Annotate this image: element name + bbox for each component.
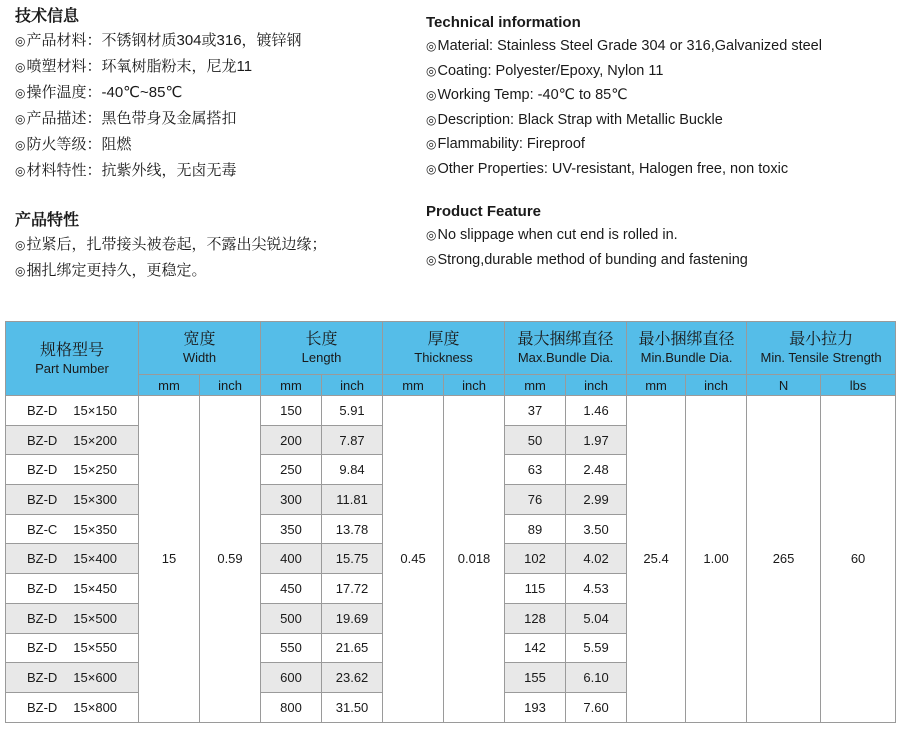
length-inch-cell: 7.87 xyxy=(322,425,383,455)
chinese-info-column xyxy=(15,6,410,284)
part-size: 15×300 xyxy=(73,491,118,507)
thickness-mm-cell: 0.45 xyxy=(383,396,444,723)
max-bundle-inch-cell: 4.53 xyxy=(566,574,627,604)
part-code: BZ-D xyxy=(26,402,58,418)
part-number-cell xyxy=(6,396,139,426)
header-min-bundle: 最小捆绑直径 Min.Bundle Dia. xyxy=(627,322,747,375)
max-bundle-mm-cell: 128 xyxy=(505,603,566,633)
unit-max-inch: inch xyxy=(566,375,627,396)
list-item-text: 材料特性：抗紫外线，无卤无毒 xyxy=(26,162,237,179)
table-unit-row xyxy=(6,375,896,396)
length-mm-cell: 500 xyxy=(261,603,322,633)
bullet-icon: ◎ xyxy=(426,137,437,151)
bullet-icon: ◎ xyxy=(15,60,26,74)
product-feature-title-en: Product Feature xyxy=(426,203,542,220)
part-number-cell xyxy=(6,574,139,604)
part-size: 15×200 xyxy=(73,432,118,448)
unit-thickness-mm: mm xyxy=(383,375,444,396)
list-item xyxy=(15,80,410,106)
length-mm-cell: 800 xyxy=(261,692,322,722)
bullet-icon: ◎ xyxy=(426,112,437,127)
unit-min-inch: inch xyxy=(686,375,747,396)
bullet-icon: ◎ xyxy=(15,164,26,178)
list-item xyxy=(426,83,896,108)
list-item xyxy=(15,158,410,184)
length-mm-cell: 200 xyxy=(261,425,322,455)
header-width: 宽度 Width xyxy=(139,322,261,375)
list-item-text: 产品材料：不锈钢材质304或316，镀锌钢 xyxy=(26,32,302,49)
part-size: 15×250 xyxy=(73,462,118,478)
part-code: BZ-D xyxy=(26,670,58,686)
unit-tensile-n: N xyxy=(747,375,821,396)
part-code: BZ-D xyxy=(26,432,58,448)
bullet-icon: ◎ xyxy=(426,63,437,78)
unit-length-inch: inch xyxy=(322,375,383,396)
list-item-text: 操作温度：-40℃~85℃ xyxy=(26,84,183,101)
header-length: 长度 Length xyxy=(261,322,383,375)
bullet-icon: ◎ xyxy=(15,86,26,100)
technical-info-list-en xyxy=(426,34,896,181)
bullet-icon: ◎ xyxy=(426,39,437,53)
max-bundle-inch-cell: 6.10 xyxy=(566,663,627,693)
bullet-icon: ◎ xyxy=(15,138,26,152)
length-inch-cell: 21.65 xyxy=(322,633,383,663)
max-bundle-inch-cell: 2.48 xyxy=(566,455,627,485)
max-bundle-inch-cell: 3.50 xyxy=(566,514,627,544)
part-code: BZ-D xyxy=(26,491,58,507)
list-item-text: Flammability: Fireproof xyxy=(437,136,585,152)
list-item xyxy=(15,106,410,132)
unit-width-mm: mm xyxy=(139,375,200,396)
bullet-icon: ◎ xyxy=(426,252,437,267)
list-item xyxy=(426,34,896,59)
length-inch-cell: 11.81 xyxy=(322,485,383,515)
table-body xyxy=(6,396,896,723)
list-item xyxy=(426,132,896,157)
part-number-cell xyxy=(6,514,139,544)
part-code: BZ-D xyxy=(26,580,58,596)
list-item xyxy=(15,132,410,158)
thickness-inch-cell: 0.018 xyxy=(444,396,505,723)
part-number-cell xyxy=(6,633,139,663)
technical-info-title-cn: 技术信息 xyxy=(15,8,80,25)
length-inch-cell: 13.78 xyxy=(322,514,383,544)
technical-info-list-cn xyxy=(15,28,410,184)
min-bundle-mm-cell: 25.4 xyxy=(627,396,686,723)
length-inch-cell: 9.84 xyxy=(322,455,383,485)
part-size: 15×350 xyxy=(73,521,118,537)
max-bundle-mm-cell: 193 xyxy=(505,692,566,722)
part-code: BZ-D xyxy=(26,551,58,567)
table-header-row xyxy=(6,322,896,375)
length-inch-cell: 19.69 xyxy=(322,603,383,633)
max-bundle-inch-cell: 4.02 xyxy=(566,544,627,574)
technical-info-title-en: Technical information xyxy=(426,14,581,31)
list-item xyxy=(426,157,896,182)
list-item-text: 拉紧后，扎带接头被卷起，不露出尖锐边缘； xyxy=(26,236,327,253)
list-item xyxy=(15,232,410,258)
part-code: BZ-D xyxy=(26,462,58,478)
unit-tensile-lbs: lbs xyxy=(821,375,896,396)
list-item-text: Material: Stainless Steel Grade 304 or 316,Galvanized steel xyxy=(437,38,822,54)
product-feature-list-cn xyxy=(15,232,410,284)
part-size: 15×600 xyxy=(73,670,118,686)
max-bundle-mm-cell: 142 xyxy=(505,633,566,663)
list-item xyxy=(15,54,410,80)
max-bundle-inch-cell: 2.99 xyxy=(566,485,627,515)
list-item xyxy=(426,108,896,133)
max-bundle-mm-cell: 89 xyxy=(505,514,566,544)
product-feature-list-en xyxy=(426,223,896,272)
length-mm-cell: 550 xyxy=(261,633,322,663)
list-item xyxy=(426,248,896,273)
header-part-number: 规格型号 Part Number xyxy=(6,322,139,396)
max-bundle-mm-cell: 63 xyxy=(505,455,566,485)
max-bundle-inch-cell: 1.97 xyxy=(566,425,627,455)
max-bundle-inch-cell: 7.60 xyxy=(566,692,627,722)
list-item-text: No slippage when cut end is rolled in. xyxy=(437,227,678,243)
list-item-text: 产品描述：黑色带身及金属搭扣 xyxy=(26,110,237,127)
length-inch-cell: 31.50 xyxy=(322,692,383,722)
list-item-text: Description: Black Strap with Metallic Buckle xyxy=(437,111,723,128)
part-code: BZ-D xyxy=(26,640,58,656)
table-row xyxy=(6,396,896,426)
part-number-cell xyxy=(6,455,139,485)
part-code: BZ-D xyxy=(26,610,58,626)
length-mm-cell: 350 xyxy=(261,514,322,544)
max-bundle-inch-cell: 1.46 xyxy=(566,396,627,426)
length-inch-cell: 5.91 xyxy=(322,396,383,426)
part-code: BZ-D xyxy=(26,699,58,715)
part-number-cell xyxy=(6,692,139,722)
tensile-lbs-cell: 60 xyxy=(821,396,896,723)
bullet-icon: ◎ xyxy=(15,34,26,48)
bullet-icon: ◎ xyxy=(426,161,437,176)
length-mm-cell: 250 xyxy=(261,455,322,485)
list-item-text: Coating: Polyester/Epoxy, Nylon 11 xyxy=(437,62,664,79)
tensile-n-cell: 265 xyxy=(747,396,821,723)
list-item-text: Working Temp: -40℃ to 85℃ xyxy=(437,87,628,103)
part-size: 15×150 xyxy=(73,402,118,418)
length-mm-cell: 300 xyxy=(261,485,322,515)
list-item-text: 捆扎绑定更持久，更稳定。 xyxy=(26,262,207,279)
header-thickness: 厚度 Thickness xyxy=(383,322,505,375)
list-item-text: Strong,durable method of bunding and fastening xyxy=(437,251,748,268)
list-item xyxy=(426,59,896,84)
unit-min-mm: mm xyxy=(627,375,686,396)
max-bundle-inch-cell: 5.04 xyxy=(566,603,627,633)
length-mm-cell: 150 xyxy=(261,396,322,426)
part-size: 15×550 xyxy=(73,640,118,656)
bullet-icon: ◎ xyxy=(15,112,26,126)
bullet-icon: ◎ xyxy=(15,264,26,278)
part-number-cell xyxy=(6,485,139,515)
max-bundle-inch-cell: 5.59 xyxy=(566,633,627,663)
bullet-icon: ◎ xyxy=(426,88,437,102)
width-mm-cell: 15 xyxy=(139,396,200,723)
part-number-cell xyxy=(6,603,139,633)
part-number-cell xyxy=(6,544,139,574)
part-size: 15×500 xyxy=(73,610,118,626)
list-item-text: 防火等级：阻燃 xyxy=(26,136,132,153)
max-bundle-mm-cell: 102 xyxy=(505,544,566,574)
list-item xyxy=(15,28,410,54)
width-inch-cell: 0.59 xyxy=(200,396,261,723)
max-bundle-mm-cell: 155 xyxy=(505,663,566,693)
bullet-icon: ◎ xyxy=(15,238,26,252)
list-item-text: Other Properties: UV-resistant, Halogen free, non toxic xyxy=(437,160,789,177)
part-size: 15×800 xyxy=(73,699,118,715)
max-bundle-mm-cell: 115 xyxy=(505,574,566,604)
unit-thickness-inch: inch xyxy=(444,375,505,396)
part-number-cell xyxy=(6,425,139,455)
unit-max-mm: mm xyxy=(505,375,566,396)
unit-length-mm: mm xyxy=(261,375,322,396)
unit-width-inch: inch xyxy=(200,375,261,396)
min-bundle-inch-cell: 1.00 xyxy=(686,396,747,723)
max-bundle-mm-cell: 76 xyxy=(505,485,566,515)
length-inch-cell: 17.72 xyxy=(322,574,383,604)
max-bundle-mm-cell: 50 xyxy=(505,425,566,455)
specification-table xyxy=(5,321,896,723)
length-inch-cell: 23.62 xyxy=(322,663,383,693)
header-max-bundle: 最大捆绑直径 Max.Bundle Dia. xyxy=(505,322,627,375)
length-mm-cell: 400 xyxy=(261,544,322,574)
list-item-text: 喷塑材料：环氧树脂粉末，尼龙11 xyxy=(26,58,253,75)
part-code: BZ-C xyxy=(26,521,58,537)
part-size: 15×400 xyxy=(73,551,118,567)
length-mm-cell: 600 xyxy=(261,663,322,693)
part-number-cell xyxy=(6,663,139,693)
length-inch-cell: 15.75 xyxy=(322,544,383,574)
english-info-column xyxy=(426,6,896,272)
bullet-icon: ◎ xyxy=(426,228,437,242)
max-bundle-mm-cell: 37 xyxy=(505,396,566,426)
length-mm-cell: 450 xyxy=(261,574,322,604)
list-item xyxy=(15,258,410,284)
part-size: 15×450 xyxy=(73,580,118,596)
list-item xyxy=(426,223,896,248)
header-tensile: 最小拉力 Min. Tensile Strength xyxy=(747,322,896,375)
product-feature-title-cn: 产品特性 xyxy=(15,212,80,229)
